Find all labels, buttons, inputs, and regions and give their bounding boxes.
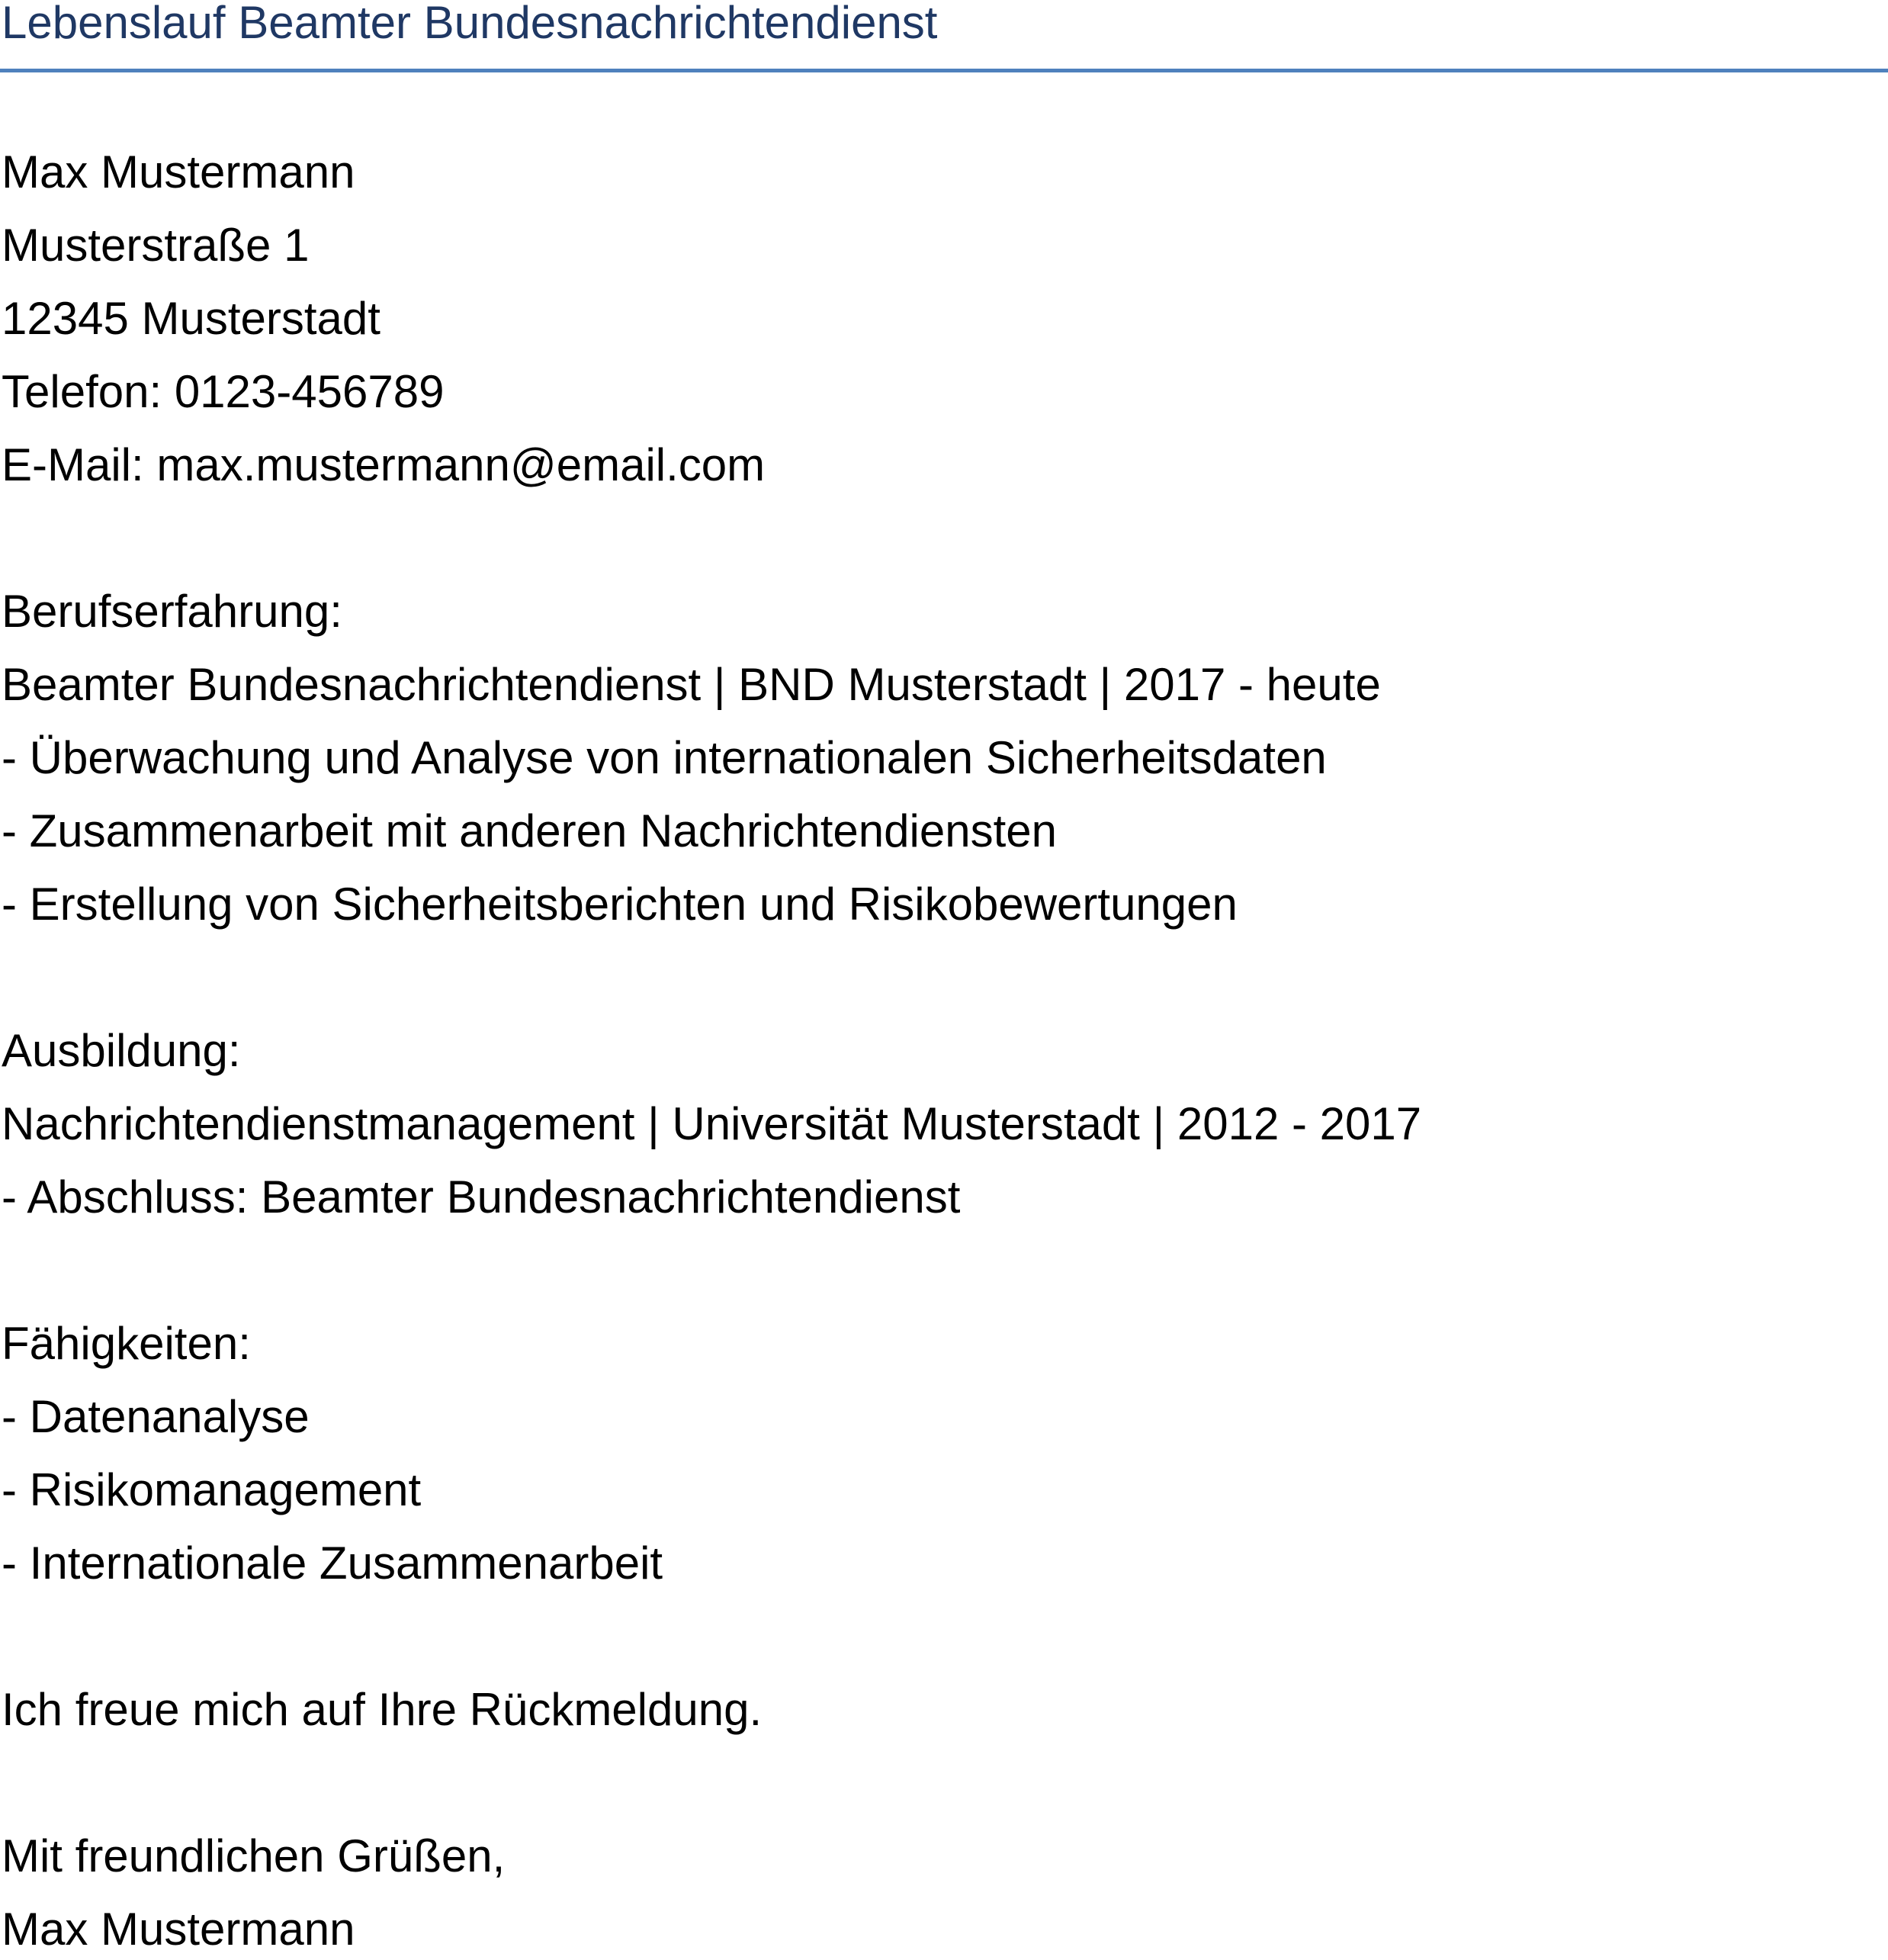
signature-name: Max Mustermann [2, 1904, 355, 1955]
education-program: Nachrichtendienstmanagement | Universität Musterstadt | 2012 - 2017 [2, 1098, 1422, 1149]
title-divider [0, 69, 1888, 72]
skill-item: - Risikomanagement [2, 1464, 422, 1515]
experience-duty: - Erstellung von Sicherheitsberichten und Risikobewertungen [2, 879, 1238, 930]
contact-phone: Telefon: 0123-456789 [2, 366, 445, 417]
education-degree: - Abschluss: Beamter Bundesnachrichtendienst [2, 1171, 961, 1223]
experience-duty: - Überwachung und Analyse von internationalen Sicherheitsdaten [2, 732, 1327, 783]
contact-city: 12345 Musterstadt [2, 293, 380, 344]
skill-item: - Datenanalyse [2, 1391, 310, 1442]
experience-duty: - Zusammenarbeit mit anderen Nachrichtendiensten [2, 805, 1058, 856]
document-title: Lebenslauf Beamter Bundesnachrichtendienst [2, 0, 938, 48]
skill-item: - Internationale Zusammenarbeit [2, 1537, 663, 1589]
experience-heading: Berufserfahrung: [2, 586, 342, 637]
skills-heading: Fähigkeiten: [2, 1318, 251, 1369]
education-heading: Ausbildung: [2, 1025, 241, 1076]
contact-street: Musterstraße 1 [2, 220, 310, 271]
closing-sentence: Ich freue mich auf Ihre Rückmeldung. [2, 1684, 763, 1735]
experience-position: Beamter Bundesnachrichtendienst | BND Musterstadt | 2017 - heute [2, 659, 1381, 710]
contact-email: E-Mail: max.mustermann@email.com [2, 439, 766, 490]
contact-name: Max Mustermann [2, 146, 355, 198]
salutation: Mit freundlichen Grüßen, [2, 1830, 506, 1881]
